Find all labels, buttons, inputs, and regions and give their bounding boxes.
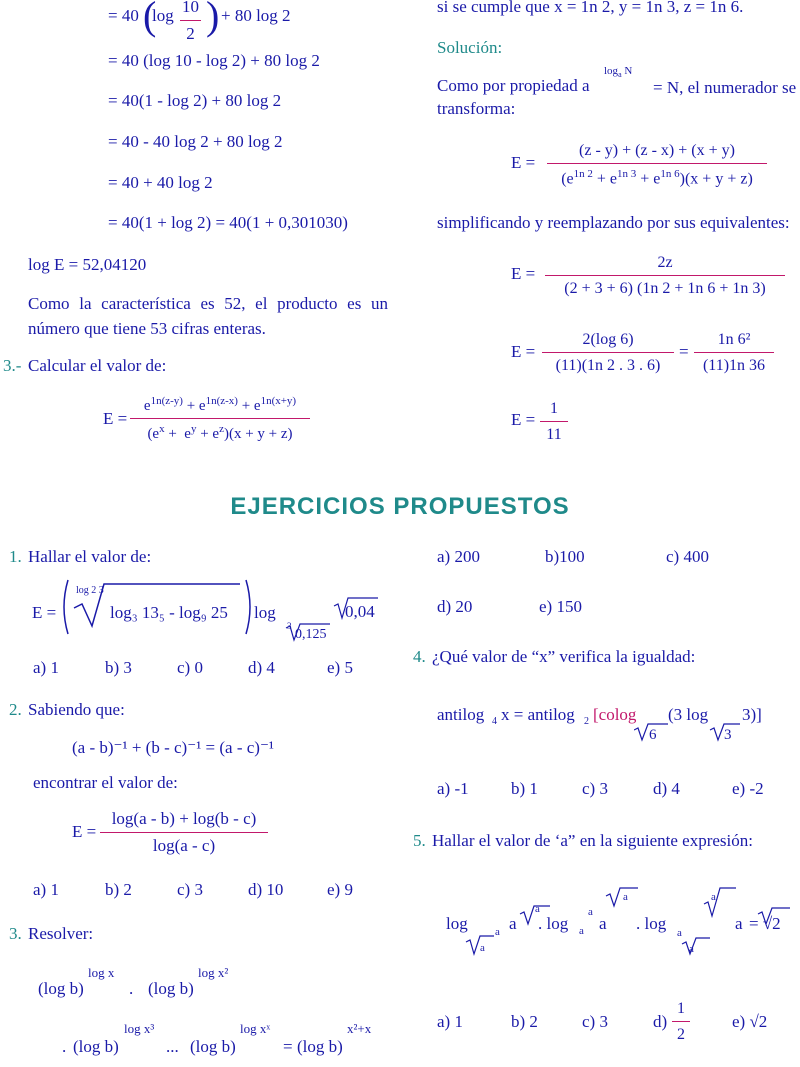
ex2-given: (a - b)⁻¹ + (b - c)⁻¹ = (a - c)⁻¹	[72, 738, 275, 757]
E3-fraction-2: $\frac{\text{1n 6²}}{(11)1n 36}$	[694, 331, 774, 374]
eq-line-1-log: log	[152, 6, 174, 25]
ex1-arg: 0,04	[345, 602, 375, 621]
ex4-colog: [colog	[593, 705, 637, 724]
problem3-lhs: E =	[103, 409, 128, 428]
ex5-option-d: d)	[653, 1012, 668, 1031]
ex1-option-c: c) 0	[177, 658, 203, 677]
ex3-l2c-sup: x²+x	[347, 1021, 372, 1036]
E1-fraction: $\frac{(z - y) + (z - x) + (x + y)}{(e^{1n 2} + e^{1n 3} + e^{1n 6})(x + y + z)}$	[547, 142, 767, 188]
ex4-antilog1: antilog	[437, 705, 485, 724]
section-heading: EJERCICIOS PROPUESTOS	[230, 493, 570, 520]
ex4-option-d: d) 4	[653, 779, 680, 798]
ex4-antilog2-sub: 2	[584, 716, 589, 727]
ex1-root-index: log 2 3	[76, 585, 104, 596]
problem3-fraction: $\frac{e^{1n(z-y)} + e^{1n(z-x)} + e^{1n(x+y)}}{(e^x + e^y + e^z)(x + y + z)}$	[130, 395, 310, 442]
eq-line-3: = 40(1 - log 2) + 80 log 2	[108, 91, 282, 110]
paren-close: )	[206, 0, 220, 38]
ex3-l1b: (log b)	[148, 979, 194, 998]
ex4-three-log: (3 log	[668, 705, 709, 724]
ex2-option-d: d) 10	[248, 880, 284, 899]
ex3-l2eq: =	[283, 1037, 293, 1056]
ex5-text: Hallar el valor de ‘a” en la siguiente expresión:	[432, 831, 753, 850]
ex3-l2a-sup: log x³	[124, 1021, 155, 1036]
ex3-l2dots: ...	[166, 1037, 179, 1056]
conclusion-text: Como la característica es 52, el producto es un número que tiene 53 cifras enteras.	[28, 294, 388, 338]
ex3-text: Resolver:	[28, 924, 94, 943]
ex4-antilog2: x = antilog	[501, 705, 575, 724]
ex5-a10: a	[689, 943, 694, 955]
ex0-option-b: b)100	[545, 547, 585, 566]
ex4-end: 3)]	[742, 705, 762, 724]
ex4-root3: 3	[724, 727, 732, 743]
ex5-mid: . log	[538, 914, 569, 933]
E2-lhs: E =	[511, 264, 536, 283]
ex1-text: Hallar el valor de:	[28, 547, 152, 566]
ex5-a4: a	[535, 903, 540, 915]
property-sup-log: $\log_a N$	[604, 65, 633, 80]
simplify-text: simplificando y reemplazando por sus equivalentes:	[437, 213, 790, 232]
ex4-option-b: b) 1	[511, 779, 538, 798]
ex5-option-e: e) √2	[732, 1012, 768, 1031]
eq-line-4: = 40 - 40 log 2 + 80 log 2	[108, 132, 283, 151]
ex4-label: 4.	[413, 647, 426, 666]
ex2-option-a: a) 1	[33, 880, 59, 899]
ex4-option-c: c) 3	[582, 779, 608, 798]
solution-label: Solución:	[437, 38, 503, 57]
ex4-text: ¿Qué valor de “x” verifica la igualdad:	[432, 647, 696, 666]
fraction-10-over-2: $\frac{10}{2}$	[182, 0, 199, 43]
ex5-a9: a	[677, 927, 682, 939]
problem3-label: 3.-	[3, 356, 22, 375]
ex5-option-b: b) 2	[511, 1012, 538, 1031]
E3-fraction-1: $\frac{2(\log 6)}{(11)(1n 2 . 3 . 6)}$	[542, 331, 674, 374]
eq-line-2: = 40 (log 10 - log 2) + 80 log 2	[108, 51, 320, 70]
E2-fraction: $\frac{2z}{(2 + 3 + 6) (1n 2 + 1n 6 + 1n 3)}$	[545, 254, 785, 297]
ex3-l1b-sup: log x²	[198, 965, 229, 980]
ex3-l2b-sup: log xˣ	[240, 1021, 271, 1036]
property-text-a: Como por propiedad a	[437, 76, 590, 95]
ex5-a1: a	[480, 942, 485, 954]
ex5-eq: = √2	[749, 914, 781, 933]
E1-lhs: E =	[511, 153, 536, 172]
eq-line-1-b: + 80 log 2	[221, 6, 291, 25]
ex0-option-c: c) 400	[666, 547, 709, 566]
ex2-option-c: c) 3	[177, 880, 203, 899]
E4-fraction: $\frac{1}{11}$	[540, 400, 568, 443]
ex5-a11: a	[711, 891, 716, 903]
ex1-option-e: e) 5	[327, 658, 353, 677]
ex5-a6: a	[588, 906, 593, 918]
ex4-antilog1-sub: 4	[492, 716, 497, 727]
ex2-find: encontrar el valor de:	[33, 773, 178, 792]
ex4-option-e: e) -2	[732, 779, 764, 798]
eq-line-5: = 40 + 40 log 2	[108, 173, 213, 192]
ex3-label: 3.	[9, 924, 22, 943]
ex5-a2: a	[495, 926, 500, 938]
ex0-option-a: a) 200	[437, 547, 480, 566]
ex5-a8: a	[623, 891, 628, 903]
ex0-option-d: d) 20	[437, 597, 473, 616]
ex5-option-c: c) 3	[582, 1012, 608, 1031]
ex2-lhs: E =	[72, 822, 97, 841]
eq-line-1-a: = 40	[108, 6, 139, 25]
ex5-log3: . log	[636, 914, 667, 933]
ex2-option-e: e) 9	[327, 880, 353, 899]
ex5-a7: a	[599, 914, 607, 933]
log-e-result: log E = 52,04120	[28, 255, 147, 274]
ex5-a5: a	[579, 925, 584, 937]
ex0-option-e: e) 150	[539, 597, 582, 616]
eq-line-6: = 40(1 + log 2) = 40(1 + 0,301030)	[108, 213, 348, 232]
ex2-label: 2.	[9, 700, 22, 719]
ex5-label: 5.	[413, 831, 426, 850]
ex3-l1a-sup: log x	[88, 965, 115, 980]
ex1-option-a: a) 1	[33, 658, 59, 677]
ex1-log: log	[254, 603, 276, 622]
ex2-text: Sabiendo que:	[28, 700, 125, 719]
ex1-label: 1.	[9, 547, 22, 566]
E3-lhs: E =	[511, 342, 536, 361]
ex5-option-a: a) 1	[437, 1012, 463, 1031]
ex1-option-d: d) 4	[248, 658, 275, 677]
ex1-base-root: 0,125	[295, 627, 327, 642]
ex3-l2dot: .	[62, 1037, 67, 1056]
ex3-l2a: (log b)	[73, 1037, 119, 1056]
ex5-log1: log	[446, 914, 468, 933]
E4-lhs: E =	[511, 410, 536, 429]
E3-eq: =	[679, 342, 689, 361]
ex1-radicand: log₃ 13₅ - log₉ 25	[110, 603, 228, 622]
ex2-option-b: b) 2	[105, 880, 132, 899]
ex4-option-a: a) -1	[437, 779, 469, 798]
ex1-lhs: E =	[32, 603, 57, 622]
ex2-fraction: $\frac{\log(a - b) + \log(b - c)}{\log(a - c)}$	[100, 810, 268, 855]
ex4-root6: 6	[649, 727, 657, 743]
ex5-option-d-fraction: $\frac{1}{2}$	[672, 1000, 690, 1043]
paren-open: (	[143, 0, 157, 38]
ex5-a12: a	[735, 914, 743, 933]
condition-text: si se cumple que x = 1n 2, y = 1n 3, z = 1n 6.	[437, 0, 744, 16]
property-text-b: = N, el numerador se transforma:	[437, 78, 797, 119]
ex1-base-root-index: 3	[287, 621, 292, 631]
ex3-l2b: (log b)	[190, 1037, 236, 1056]
ex1-option-b: b) 3	[105, 658, 132, 677]
ex3-l2c: (log b)	[297, 1037, 343, 1056]
ex3-l1a: (log b)	[38, 979, 84, 998]
ex3-l1dot: .	[129, 979, 134, 998]
problem3-text: Calcular el valor de:	[28, 356, 167, 375]
ex5-a3: a	[509, 914, 517, 933]
